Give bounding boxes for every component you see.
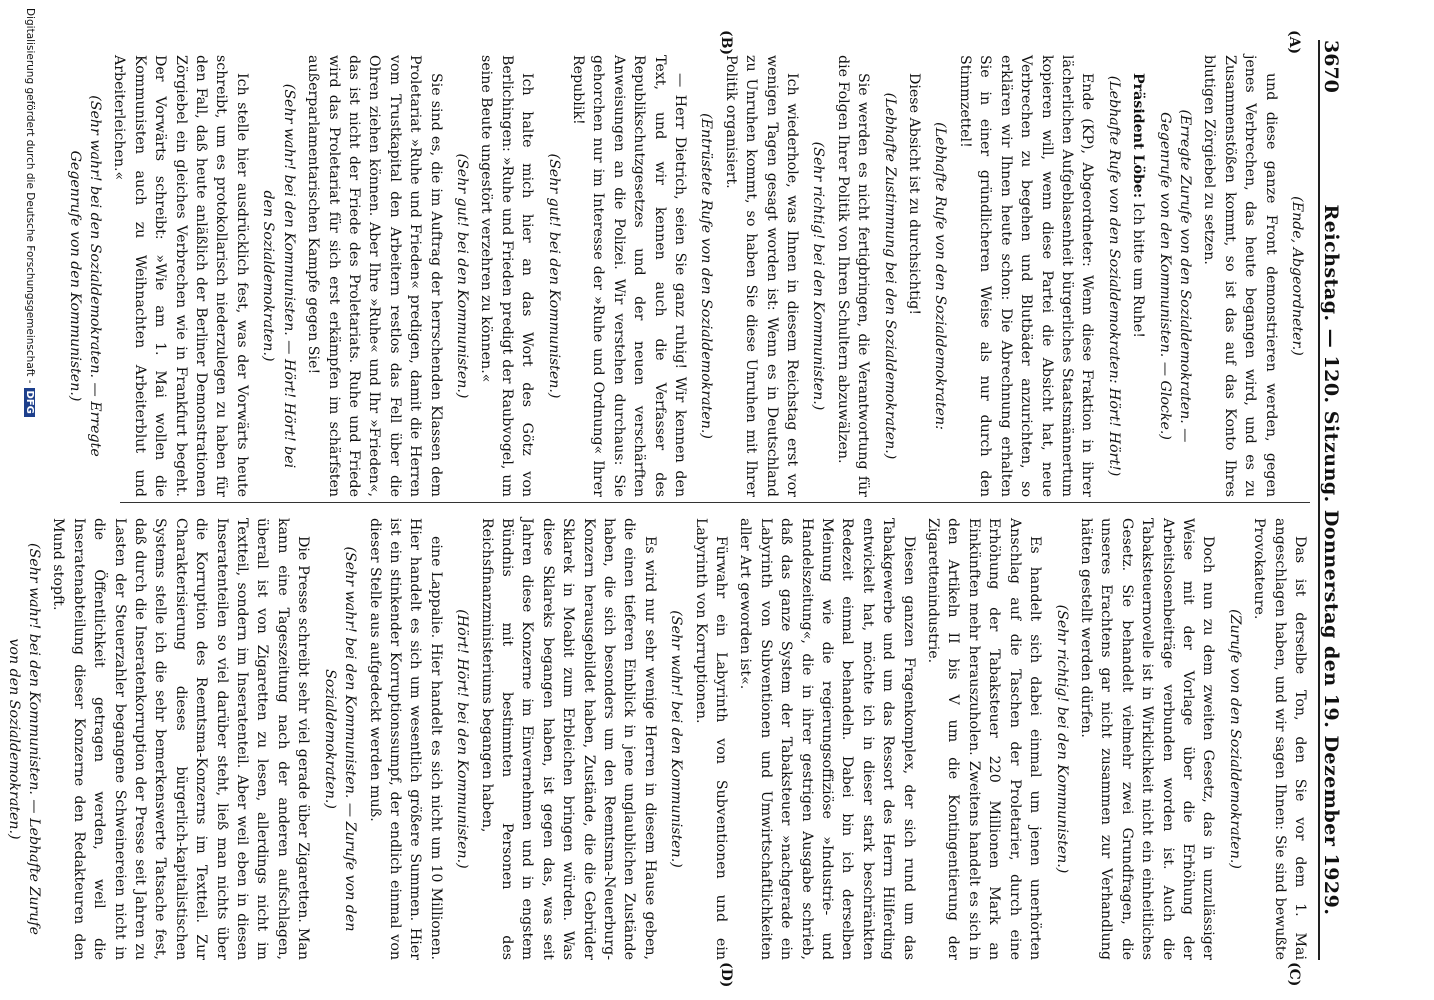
interjection: (Erregte Zurufe von den Sozialdemokraten. — Gegenrufe von den Kommunisten. — Glocke.) [1156, 109, 1193, 443]
body-paragraph: Diese Absicht ist zu durchsichtig! [906, 73, 923, 316]
body-paragraph: Es wird nur sehr wenige Herren in diesem Hause geben, die einen tieferen Einblick in jene unglaublichen Zustände haben, die sich besonders um den Reemtsma-Neuerburg-Konzern herausgebildet haben, Zustände, die die Gebrüder Sklarek in Moabit zum Erbleichen bringen würden. Was diese Sklareks begangen haben, ist gegen das, was seit Jahren diese Konzerne im Einvernehmen und in engstem Bündnis mit bestimmten Personen des Reichsfinanzministeriums begangen haben, [478, 518, 658, 960]
body-paragraph: Die Presse schreibt sehr viel gerade über Zigaretten. Man kann eine Tageszeitung nach der anderen aufschlagen, überall ist von Zigaretten zu lesen, allerdings nicht im Textteil, sondern im Inseratenteil. Aber weil eben in diesen Inseratenteilen so viel darüber steht, ließ man nichts über die Korruption des Reemtsma-Konzerns im Textteil. Zur Charakterisierung dieses bürgerlich-kapitalistischen Systems stelle ich die sehr bemerkenswerte Tatsache fest, daß durch die Inseratenkorruption der Presse seit Jahren zu Lasten der Steuerzahler begangene Schweinereien nicht in die Öffentlichkeit getragen werden, weil die Inseratenabteilung dieser Konzerne den Redakteuren den Mund stopft. [50, 518, 312, 960]
margin-marker-a: (A) [1286, 30, 1302, 55]
column-divider [120, 502, 1310, 503]
speaker-name: Präsident Löbe: [1130, 73, 1147, 199]
interjection: (Sehr richtig! bei den Kommunisten.) [810, 141, 827, 411]
body-paragraph: Fürwahr ein Labyrinth von Subventionen und ein Labyrinth von Korruptionen. [692, 518, 730, 960]
page-number: 3670 [1320, 40, 1342, 93]
body-paragraph: Diesen ganzen Fragenkomplex, der sich rund um das Tabakgewerbe und um das Ressort des Herrn Hilferding entwickelt hat, möchte ich in dieser stark beschränkten Redezeit einmal behandeln. Dabei bin ich derselben Meinung wie die regierungsoffiziöse »Industrie- und Handelszeitung«, die in ihrer gestrigen Ausgabe schrieb, daß das ganze System der Tabaksteuer »nachgerade ein Labyrinth von Subventionen und Umwirtschaftlichkeiten aller Art geworden ist«. [737, 518, 917, 960]
body-paragraph: Es handelt sich dabei einmal um jenen unerhörten Anschlag auf die Taschen der Proletarier, durch eine Erhöhung der Tabaksteuer 220 Millionen Mark an Einkünften mehr herauszuholen. Zweitens handelt es sich in den Artikeln II bis V um die Kontingentierung der Zigarettenindustrie. [925, 518, 1044, 960]
interjection: (Zurufe von den Sozialdemokraten.) [1226, 609, 1243, 869]
left-column [58, 55, 1310, 497]
interjection: (Entrüstete Rufe von den Sozialdemokraten.) [698, 113, 715, 439]
right-column [0, 518, 1310, 960]
interjection: (Sehr wahr! bei den Kommunisten. — Lebhafte Zurufe von den Sozialdemokraten.) [5, 542, 43, 936]
interjection: (Sehr wahr! bei den Kommunisten. — Zurufe von den Sozialdemokraten.) [321, 546, 359, 932]
body-paragraph: Doch nun zu dem zweiten Gesetz, das in unzulässiger Weise mit der Vorlage über die Erhöhung der Arbeitslosenbeiträge verbunden worden ist. Auch die Tabaksteuernovelle ist in Wirklichkeit nicht ein einheitliches Gesetz. Sie behandelt vielmehr zwei Grundfragen, die unseres Erachtens gar nicht zusammen zur Verhandlung hätten gestellt werden dürfen. [1077, 518, 1217, 960]
margin-marker-d: (D) [718, 962, 734, 988]
interjection: (Sehr gut! bei den Kommunisten.) [453, 153, 470, 399]
body-paragraph: Ich wiederhole, was Ihnen in diesem Reichstag erst vor wenigen Tagen gesagt worden ist: Wenn es in Deutschland zu Unruhen kommt, so haben Sie diese Unruhen mit Ihrer Politik organisiert. [722, 55, 801, 497]
body-paragraph: Ende (KP), Abgeordneter: Wenn diese Fraktion in ihrer lächerlichen Aufgeblasenheit bürgerliches Staatsmännertum kopieren will, wenn diese Partei die Absicht hat, neue Verbrechen zu begehen und Blutbäder anzurichten, so erklären wir Ihnen heute schon: Die Abrechnung erhalten Sie in einer gründlicheren Weise als nur durch den Stimmzettel! [956, 55, 1096, 497]
digitization-credit [24, 8, 36, 968]
body-paragraph: eine Lappalie. Hier handelt es sich nicht um 10 Millionen. Hier handelt es sich um wesentlich größere Summen. Hier ist ein stinkender Korruptionssumpf, der endlich einmal von dieser Stelle aus aufgedeckt werden muß. [366, 518, 444, 960]
interjection: (Lebhafte Rufe von den Sozialdemokraten: Hört! Hört!) [1105, 75, 1122, 477]
body-paragraph: und diese ganze Front demonstrieren werden, gegen jenes Verbrechen, das heute begangen wird, und es zu Zusammenstößen kommt, so ist das auf das Konto Ihres blutigen Zörgiebel zu setzen. [1201, 55, 1279, 497]
interjection: (Ende, Abgeordneter.) [1289, 196, 1305, 356]
credit-text: Digitalisierung gefördert durch die Deutsche Forschungsgemeinschaft - [24, 8, 36, 384]
interjection: (Hört! Hört! bei den Kommunisten.) [454, 609, 471, 869]
interjection: (Lebhafte Rufe von den Sozialdemokraten: [932, 122, 949, 430]
interjection: (Lebhafte Zustimmung bei den Sozialdemokraten.) [881, 92, 898, 460]
body-paragraph: Ich halte mich hier an das Wort des Götz von Berlichingen: »Ruhe und Frieden predigt der Raubvogel, um seine Beute ungestört verzehren zu können.« [478, 55, 536, 497]
margin-marker-c: (C) [1286, 962, 1302, 987]
page-header [1318, 40, 1354, 960]
margin-marker-b: (B) [718, 30, 734, 56]
body-paragraph: Sie sind es, die im Auftrag der herrschenden Klassen dem Proletariat »Ruhe und Frieden« predigen, damit die Herren vom Trustkapital den Arbeitern restlos das Fell über die Ohren ziehen können. Aber Ihre »Ruhe« und Ihr »Frieden«, das ist nicht der Friede des Proletariats. Ruhe und Friede wird das Proletariat für sich erst erkämpfen im schärfsten außerparlamentarischen Kampfe gegen Sie! [305, 55, 444, 497]
body-paragraph: Das ist derselbe Ton, den Sie vor dem 1. Mai angeschlagen haben, und wir sagen Ihnen: Sie sind bewußte Provokateure. [1251, 518, 1308, 960]
dfg-logo: DFG [24, 388, 35, 417]
body-paragraph: — Herr Dietrich, seien Sie ganz ruhig! Wir kennen den Text, und wir kennen auch die Verfasser des Republikschutzgesetzes und der neuen verschärften Anweisungen an die Polizei. Wir verstehen durchaus: Sie gehorchen nur im Interesse der »Ruhe und Ordnung« Ihrer Republik! [570, 55, 689, 497]
interjection: (Sehr wahr! bei den Sozialdemokraten. — Erregte Gegenrufe von den Kommunisten.) [66, 95, 104, 457]
interjection: (Sehr gut! bei den Kommunisten.) [545, 153, 562, 399]
interjection: (Sehr wahr! bei den Kommunisten.) [668, 610, 685, 868]
speaker-text: Ich bitte um Ruhe! [1130, 202, 1147, 338]
interjection: (Sehr wahr! bei den Kommunisten. — Hört! Hört! bei den Sozialdemokraten.) [260, 83, 297, 469]
body-paragraph: Sie werden es nicht fertigbringen, die Verantwortung für die Folgen Ihrer Politik von Ihren Schultern abzuwälzen. [834, 55, 872, 497]
body-paragraph: Ich stelle hier ausdrücklich fest, was der Vorwärts heute schreibt, um es protokollarisch niederzulegen zu haben für den Fall, daß heute anläßlich der Berliner Demonstrationen Zörgiebel ein gleiches Verbrechen wie in Frankfurt begeht. Der Vorwärts schreibt: »Wie am 1. Mai wollen die Kommunisten auch zu Weihnachten Arbeiterblut und Arbeiterleichen.« [111, 55, 250, 497]
running-title: Reichstag. — 120. Sitzung. Donnerstag den 19. Dezember 1929. [1320, 204, 1342, 916]
speaker-paragraph [1128, 55, 1148, 497]
interjection: (Sehr richtig! bei den Kommunisten.) [1053, 604, 1070, 874]
